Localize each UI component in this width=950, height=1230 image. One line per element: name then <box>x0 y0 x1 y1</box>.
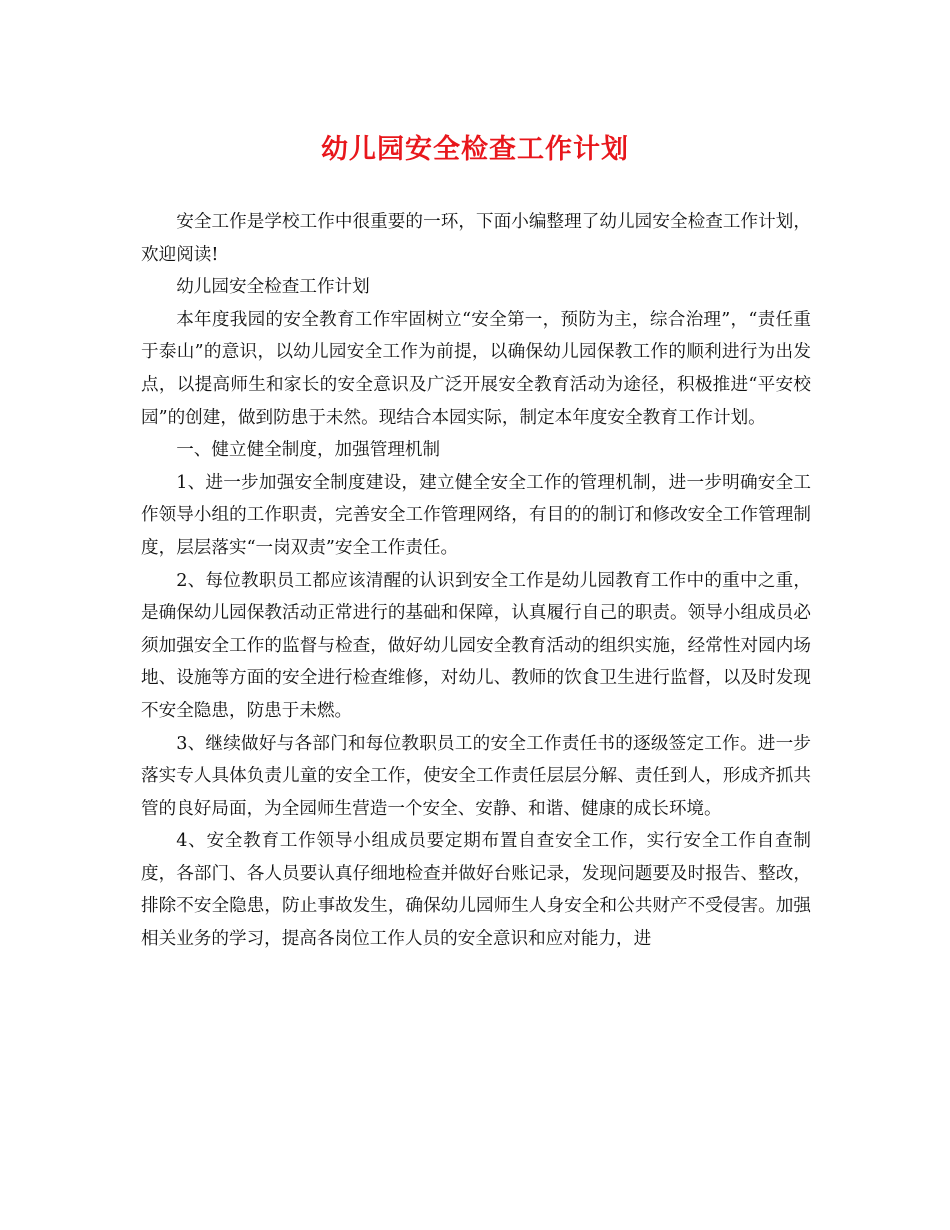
document-body <box>141 206 811 956</box>
paragraph-item-3: 3、继续做好与各部门和每位教职员工的安全工作责任书的逐级签定工作。进一步落实专人具体负责儿童的安全工作，使安全工作责任层层分解、责任到人，形成齐抓共管的良好局面，为全园师生营造一个安全、安静、和谐、健康的成长环境。 <box>141 733 811 819</box>
paragraph-subtitle: 幼儿园安全检查工作计划 <box>176 277 370 298</box>
paragraph-overview: 本年度我园的安全教育工作牢固树立“安全第一，预防为主，综合治理”，“责任重于泰山”的意识，以幼儿园安全工作为前提，以确保幼儿园保教工作的顺利进行为出发点，以提高师生和家长的安全意识及广泛开展安全教育活动为途径，积极推进“平安校园”的创建，做到防患于未然。现结合本园实际，制定本年度安全教育工作计划。 <box>141 309 811 428</box>
paragraph-intro: 安全工作是学校工作中很重要的一环，下面小编整理了幼儿园安全检查工作计划，欢迎阅读! <box>141 212 811 265</box>
paragraph-item-1: 1、进一步加强安全制度建设，建立健全安全工作的管理机制，进一步明确安全工作领导小组的工作职责，完善安全工作管理网络，有目的的制订和修改安全工作管理制度，层层落实“一岗双责”安全工作责任。 <box>141 472 811 558</box>
section-heading-1: 一、健立健全制度，加强管理机制 <box>176 440 441 461</box>
document-title: 幼儿园安全检查工作计划 <box>321 134 629 165</box>
paragraph-item-4: 4、安全教育工作领导小组成员要定期布置自查安全工作，实行安全工作自查制度，各部门、各人员要认真仔细地检查并做好台账记录，发现问题要及时报告、整改，排除不安全隐患，防止事故发生，确保幼儿园师生人身安全和公共财产不受侵害。加强相关业务的学习，提高各岗位工作人员的安全意识和应对能力，进 <box>141 831 811 950</box>
paragraph-item-2: 2、每位教职员工都应该清醒的认识到安全工作是幼儿园教育工作中的重中之重，是确保幼儿园保教活动正常进行的基础和保障，认真履行自己的职责。领导小组成员必须加强安全工作的监督与检查，做好幼儿园安全教育活动的组织实施，经常性对园内场地、设施等方面的安全进行检查维修，对幼儿、教师的饮食卫生进行监督，以及时发现不安全隐患，防患于未燃。 <box>141 570 811 721</box>
